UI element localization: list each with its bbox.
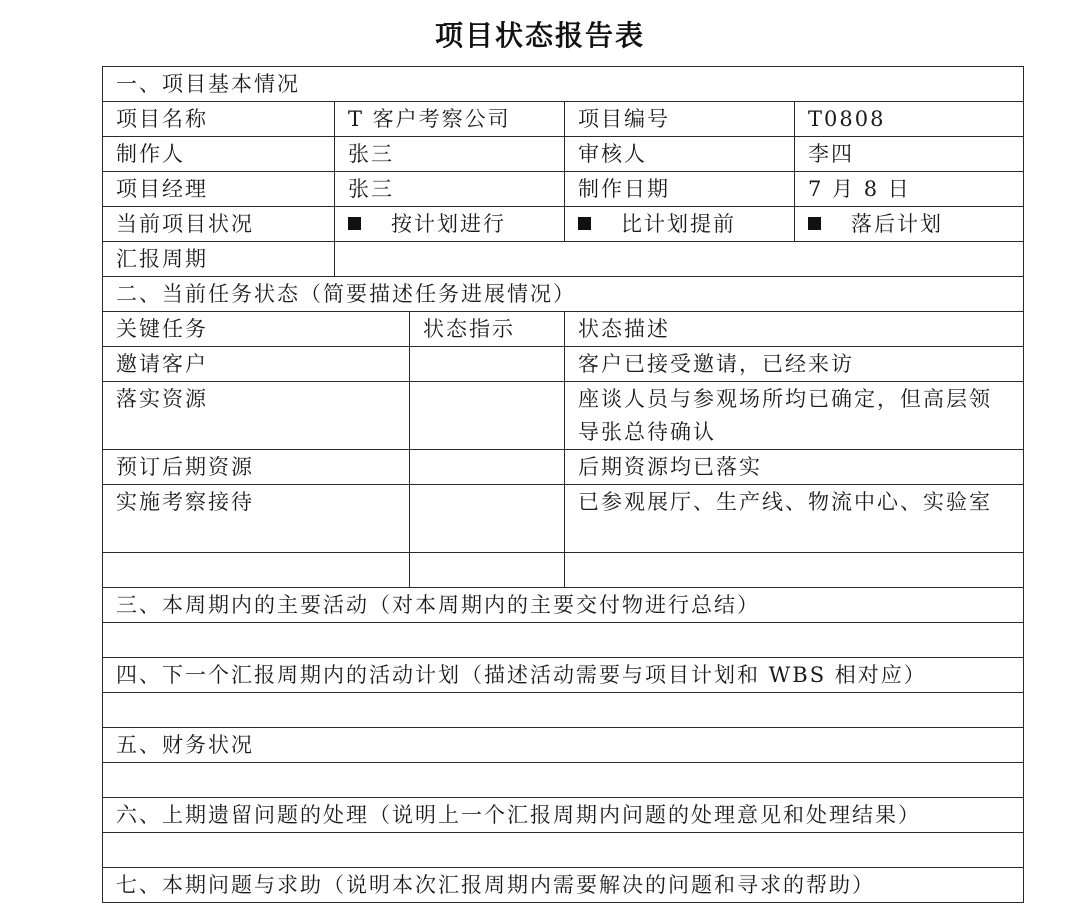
- task-name: 实施考察接待: [103, 485, 410, 553]
- section-5-heading: 五、财务状况: [103, 728, 1024, 763]
- section-6-content-row: [103, 833, 1024, 868]
- period-label: 汇报周期: [103, 242, 335, 277]
- section-1-row: [103, 67, 1024, 102]
- checkbox-square-icon: [578, 217, 591, 230]
- task-name: 预订后期资源: [103, 450, 410, 485]
- project-name-value: T 客户考察公司: [335, 102, 565, 137]
- col-desc-header: 状态描述: [565, 312, 1024, 347]
- task-indicator[interactable]: [410, 382, 565, 450]
- task-header-row: [103, 312, 1024, 347]
- section-4-content[interactable]: [103, 693, 1024, 728]
- section-4-content-row: [103, 693, 1024, 728]
- project-name-row: [103, 102, 1024, 137]
- checkbox-square-icon: [348, 217, 361, 230]
- task-row: [103, 347, 1024, 382]
- section-6-row: [103, 798, 1024, 833]
- section-4-row: [103, 658, 1024, 693]
- section-6-content[interactable]: [103, 833, 1024, 868]
- checkbox-square-icon: [808, 217, 821, 230]
- task-desc: 后期资源均已落实: [565, 450, 1024, 485]
- task-row: [103, 450, 1024, 485]
- section-1-heading: 一、项目基本情况: [103, 67, 1024, 102]
- task-row-empty: [103, 553, 1024, 588]
- section-7-row: [103, 868, 1024, 903]
- date-label: 制作日期: [565, 172, 795, 207]
- maker-label: 制作人: [103, 137, 335, 172]
- status-row: [103, 207, 1024, 242]
- task-desc: 客户已接受邀请，已经来访: [565, 347, 1024, 382]
- status-option-on-plan[interactable]: [335, 207, 565, 242]
- section-7-heading: 七、本期问题与求助（说明本次汇报周期内需要解决的问题和寻求的帮助）: [103, 868, 1024, 903]
- report-title: 项目状态报告表: [434, 19, 645, 52]
- section-4-heading: 四、下一个汇报周期内的活动计划（描述活动需要与项目计划和 WBS 相对应）: [103, 658, 1024, 693]
- section-5-row: [103, 728, 1024, 763]
- col-task-header: 关键任务: [103, 312, 410, 347]
- task-desc: 座谈人员与参观场所均已确定，但高层领导张总待确认: [565, 382, 1024, 450]
- reviewer-value: 李四: [795, 137, 1024, 172]
- section-6-heading: 六、上期遗留问题的处理（说明上一个汇报周期内问题的处理意见和处理结果）: [103, 798, 1024, 833]
- section-3-heading: 三、本周期内的主要活动（对本周期内的主要交付物进行总结）: [103, 588, 1024, 623]
- status-option-behind[interactable]: [795, 207, 1024, 242]
- status-option-ahead[interactable]: [565, 207, 795, 242]
- project-no-value: T0808: [795, 102, 1024, 137]
- status-label: 当前项目状况: [103, 207, 335, 242]
- task-name: 落实资源: [103, 382, 410, 450]
- task-indicator[interactable]: [410, 450, 565, 485]
- section-3-content[interactable]: [103, 623, 1024, 658]
- date-value: 7 月 8 日: [795, 172, 1024, 207]
- maker-row: [103, 137, 1024, 172]
- task-desc[interactable]: [565, 553, 1024, 588]
- section-2-heading: 二、当前任务状态（简要描述任务进展情况）: [103, 277, 1024, 312]
- section-3-content-row: [103, 623, 1024, 658]
- period-row: [103, 242, 1024, 277]
- maker-value: 张三: [335, 137, 565, 172]
- task-row: [103, 382, 1024, 450]
- task-name: 邀请客户: [103, 347, 410, 382]
- status-report-table: [102, 66, 1024, 903]
- manager-value: 张三: [335, 172, 565, 207]
- section-5-content-row: [103, 763, 1024, 798]
- reviewer-label: 审核人: [565, 137, 795, 172]
- status-option-label: 按计划进行: [391, 212, 506, 236]
- status-option-label: 落后计划: [851, 212, 943, 236]
- task-indicator[interactable]: [410, 553, 565, 588]
- project-name-label: 项目名称: [103, 102, 335, 137]
- section-3-row: [103, 588, 1024, 623]
- section-2-row: [103, 277, 1024, 312]
- task-indicator[interactable]: [410, 347, 565, 382]
- col-indicator-header: 状态指示: [410, 312, 565, 347]
- status-option-label: 比计划提前: [621, 212, 736, 236]
- task-indicator[interactable]: [410, 485, 565, 553]
- project-no-label: 项目编号: [565, 102, 795, 137]
- manager-label: 项目经理: [103, 172, 335, 207]
- manager-row: [103, 172, 1024, 207]
- section-5-content[interactable]: [103, 763, 1024, 798]
- task-row: [103, 485, 1024, 553]
- period-value[interactable]: [335, 242, 1024, 277]
- task-desc: 已参观展厅、生产线、物流中心、实验室: [565, 485, 1024, 553]
- task-name[interactable]: [103, 553, 410, 588]
